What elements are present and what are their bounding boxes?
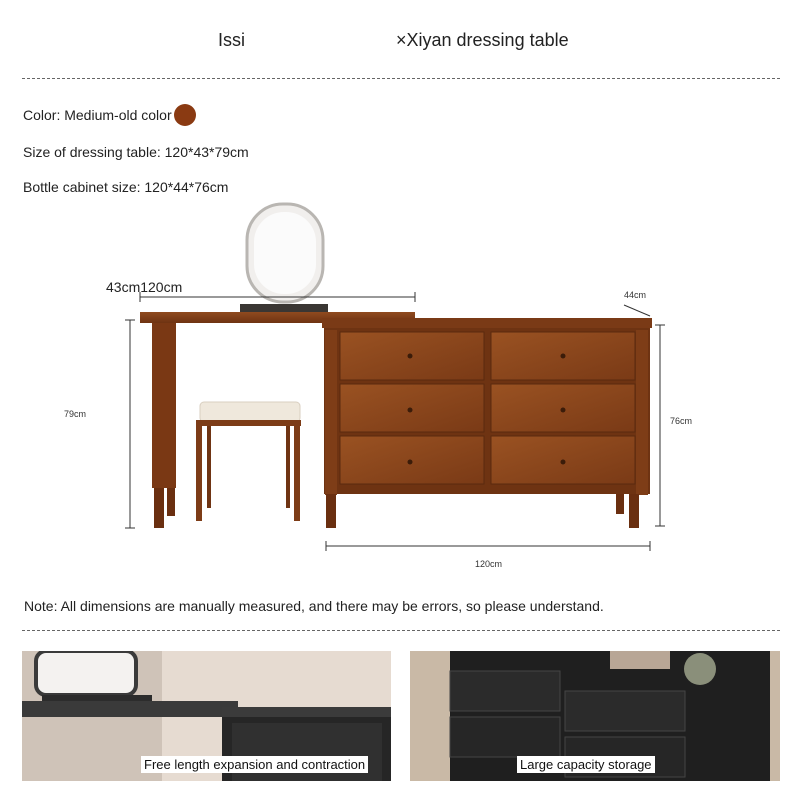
color-spec	[23, 107, 172, 123]
product-title: ×Xiyan dressing table	[396, 30, 569, 50]
bottle-cabinet-size: Bottle cabinet size: 120*44*76cm	[23, 179, 229, 195]
top-divider	[22, 78, 780, 79]
gallery-photo-expansion	[22, 651, 391, 781]
cabinet-width-dimension: 120cm	[475, 559, 503, 569]
furniture-illustration	[0, 195, 800, 575]
gallery-caption-expansion: Free length expansion and contraction	[141, 756, 368, 773]
mirror	[240, 204, 328, 312]
table-top-dimension: 43cm120cm	[106, 279, 183, 295]
cabinet-depth-dimension: 44cm	[624, 290, 647, 300]
color-label: Color: Medium-old color	[23, 107, 172, 123]
table-height-dimension: 79cm	[64, 409, 87, 419]
measurement-note: Note: All dimensions are manually measured, and there may be errors, so please understand.	[24, 598, 604, 614]
stool	[196, 402, 301, 521]
cabinet-height-dimension: 76cm	[670, 416, 693, 426]
brand-name: Issi	[218, 30, 245, 50]
color-swatch	[174, 104, 196, 126]
table-leg	[152, 323, 176, 488]
dressing-table-size: Size of dressing table: 120*43*79cm	[23, 144, 249, 160]
bottom-divider	[22, 630, 780, 631]
gallery-caption-storage: Large capacity storage	[517, 756, 655, 773]
bottle-cabinet	[322, 318, 652, 528]
gallery-photo-storage	[410, 651, 780, 781]
